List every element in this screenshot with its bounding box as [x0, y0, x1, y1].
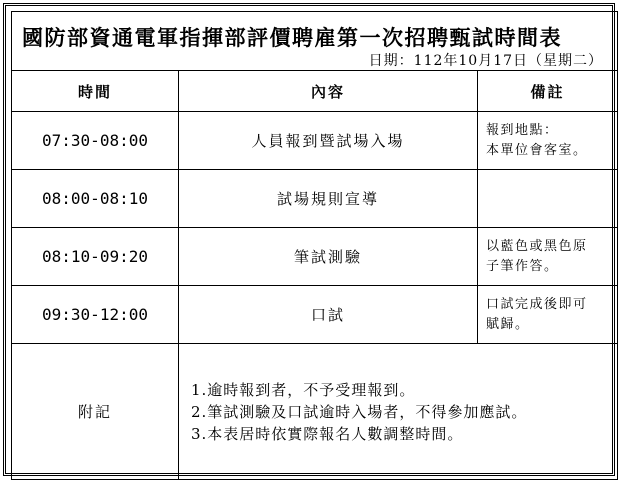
appendix-notes — [179, 344, 618, 480]
time-cell: 08:00-08:10 — [12, 170, 179, 228]
appendix-item: 2.筆試測驗及口試逾時入場者，不得參加應試。 — [191, 402, 528, 421]
note-line: 賦歸。 — [486, 316, 530, 332]
content-cell: 人員報到暨試場入場 — [179, 112, 478, 170]
content-cell: 口試 — [179, 286, 478, 344]
content-cell: 試場規則宣導 — [179, 170, 478, 228]
note-cell — [478, 228, 618, 286]
header-row — [12, 71, 618, 112]
table-row — [12, 112, 618, 170]
date-line: 日期：112年10月17日（星期二） — [368, 53, 604, 69]
document-frame — [3, 3, 615, 476]
note-line: 以藍色或黑色原 — [486, 238, 588, 254]
header-time: 時間 — [12, 71, 179, 112]
schedule-table — [11, 11, 618, 480]
table-row — [12, 228, 618, 286]
note-line: 本單位會客室。 — [486, 142, 588, 158]
header-note: 備註 — [478, 71, 618, 112]
appendix-label: 附記 — [12, 344, 179, 480]
note-cell — [478, 286, 618, 344]
note-line: 子筆作答。 — [486, 258, 559, 274]
header-content: 內容 — [179, 71, 478, 112]
note-cell — [478, 170, 618, 228]
appendix-row — [12, 344, 618, 480]
note-line: 口試完成後即可 — [486, 296, 588, 312]
page-title: 國防部資通電軍指揮部評價聘雇第一次招聘甄試時間表 — [22, 25, 562, 50]
table-row — [12, 286, 618, 344]
note-cell — [478, 112, 618, 170]
time-cell: 08:10-09:20 — [12, 228, 179, 286]
time-cell: 07:30-08:00 — [12, 112, 179, 170]
appendix-item: 3.本表居時依實際報名人數調整時間。 — [191, 424, 464, 443]
title-cell — [12, 12, 618, 71]
time-cell: 09:30-12:00 — [12, 286, 179, 344]
appendix-item: 1.逾時報到者，不予受理報到。 — [191, 380, 416, 399]
note-line: 報到地點： — [486, 122, 559, 138]
table-row — [12, 170, 618, 228]
content-cell: 筆試測驗 — [179, 228, 478, 286]
